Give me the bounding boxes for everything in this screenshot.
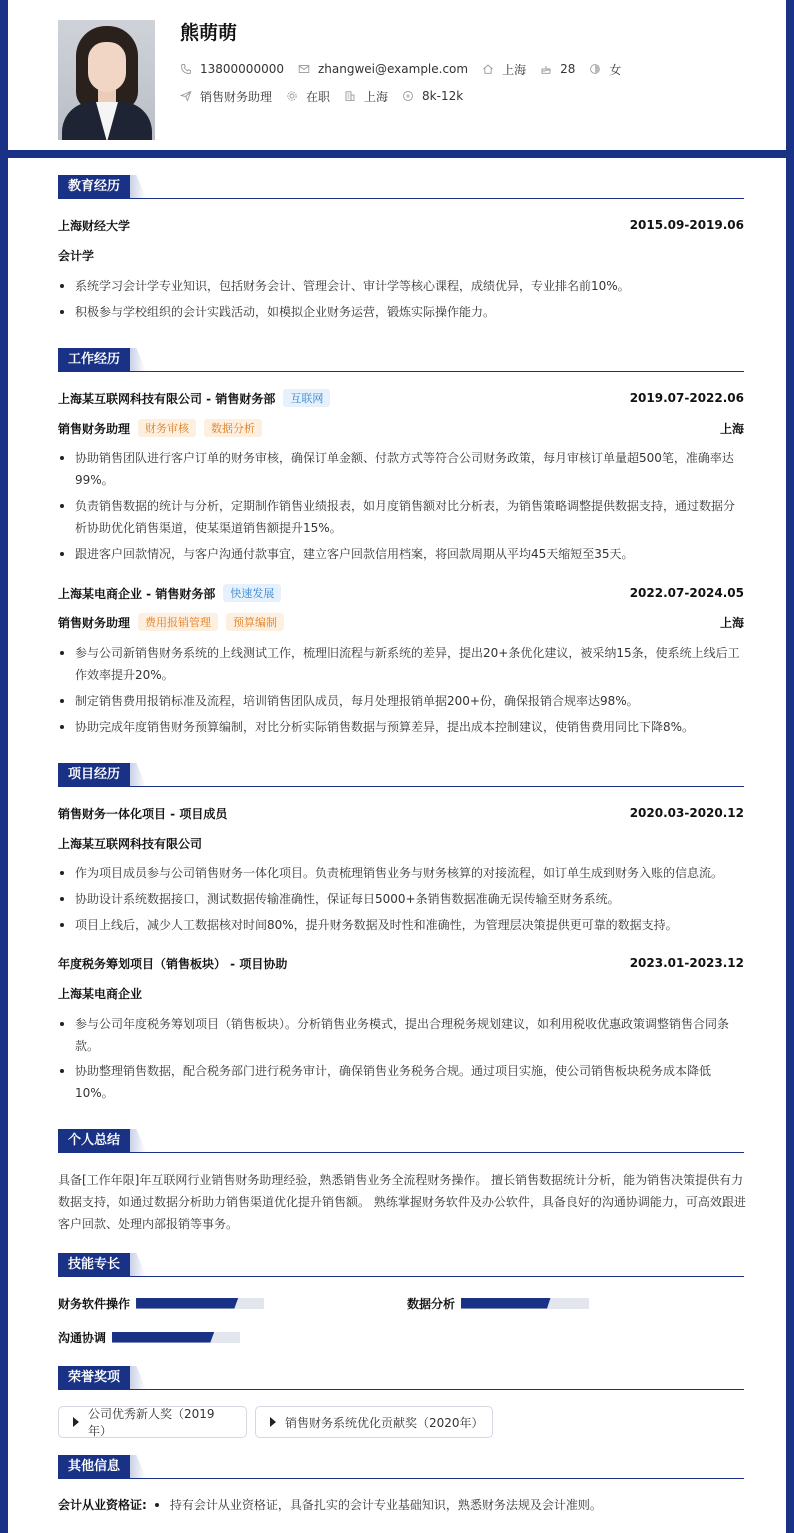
cake-icon	[540, 63, 552, 75]
salary-info	[402, 89, 463, 103]
list-item: 协助销售团队进行客户订单的财务审核，确保订单金额、付款方式等符合公司财务政策，每月审核订单量超500笔，准确率达99%。	[58, 447, 744, 491]
coin-icon	[402, 90, 414, 102]
section-title-projects: 项目经历	[58, 763, 130, 786]
company-tag: 互联网	[283, 389, 330, 407]
email-address: zhangwei@example.com	[317, 62, 469, 76]
bullet-dot	[155, 1503, 159, 1507]
job-intent-row	[180, 87, 477, 105]
position-value: 销售财务助理	[200, 89, 273, 104]
target-city-info	[344, 88, 388, 105]
section-projects	[58, 763, 744, 787]
section-other	[58, 1455, 744, 1479]
contact-row	[180, 60, 635, 78]
project-title: 年度税务筹划项目（销售板块） - 项目协助	[58, 956, 288, 971]
list-item: 项目上线后，减少人工数据核对时间80%，提升财务数据及时性和准确性，为管理层决策提供更可靠的数据支持。	[58, 914, 744, 936]
work-period: 2022.07-2024.05	[629, 586, 744, 600]
section-summary	[58, 1129, 744, 1153]
skill-bar-fill	[136, 1298, 238, 1309]
project-title: 销售财务一体化项目 - 项目成员	[58, 806, 228, 821]
skill-item	[58, 1329, 240, 1345]
award-label: 销售财务系统优化贡献奖（2020年）	[285, 1415, 484, 1430]
list-item: 制定销售费用报销标准及流程，培训销售团队成员，每月处理报销单据200+份，确保报销合规率达98%。	[58, 690, 744, 712]
target-city-value: 上海	[364, 89, 389, 104]
triangle-right-icon	[73, 1417, 79, 1427]
work-location: 上海	[719, 421, 744, 436]
gender-icon	[589, 63, 601, 75]
role-title: 销售财务助理	[58, 421, 131, 436]
other-info-item	[58, 1496, 602, 1513]
award-item	[255, 1406, 493, 1438]
phone-info	[180, 62, 284, 76]
skill-item	[58, 1295, 264, 1311]
salary-value: 8k-12k	[422, 89, 464, 103]
list-item: 参与公司新销售财务系统的上线测试工作，梳理旧流程与新系统的差异，提出20+条优化建议，被采纳15条，使系统上线后工作效率提升20%。	[58, 642, 744, 686]
education-header	[58, 216, 744, 234]
gear-icon	[286, 90, 298, 102]
gender-info	[589, 61, 621, 78]
section-title-other: 其他信息	[58, 1455, 130, 1478]
section-title-education: 教育经历	[58, 175, 130, 198]
other-info-key: 会计从业资格证:	[58, 1498, 147, 1512]
section-work	[58, 348, 744, 372]
other-info-value: 持有会计从业资格证，具备扎实的会计专业基础知识，熟悉财务法规及会计准则。	[169, 1498, 602, 1512]
email-info	[298, 62, 468, 76]
project-period: 2020.03-2020.12	[629, 806, 744, 820]
skill-label: 沟通协调	[58, 1330, 107, 1345]
company-title: 上海某电商企业 - 销售财务部	[58, 586, 216, 601]
status-info	[286, 88, 330, 105]
gender-value: 女	[609, 62, 622, 77]
project-org-row	[58, 834, 744, 852]
project-header	[58, 954, 744, 972]
work-location: 上海	[719, 615, 744, 630]
skill-label: 数据分析	[407, 1296, 456, 1311]
award-item	[58, 1406, 247, 1438]
building-icon	[344, 90, 356, 102]
list-item: 系统学习会计学专业知识，包括财务会计、管理会计、审计学等核心课程，成绩优异，专业排名前10%。	[58, 275, 744, 297]
age-value: 28	[560, 62, 576, 76]
role-tag: 数据分析	[204, 419, 262, 437]
school-name: 上海财经大学	[58, 218, 131, 233]
list-item: 协助设计系统数据接口，测试数据传输准确性，保证每日5000+条销售数据准确无误传输至财务系统。	[58, 888, 744, 910]
section-title-awards: 荣誉奖项	[58, 1366, 130, 1389]
list-item: 积极参与学校组织的会计实践活动，如模拟企业财务运营，锻炼实际操作能力。	[58, 301, 744, 323]
work-period: 2019.07-2022.06	[629, 391, 744, 405]
list-item: 协助完成年度销售财务预算编制，对比分析实际销售数据与预算差异，提出成本控制建议，使销售费用同比下降8%。	[58, 716, 744, 738]
list-item: 协助整理销售数据，配合税务部门进行税务审计，确保销售业务税务合规。通过项目实施，使公司销售板块税务成本降低10%。	[58, 1060, 744, 1104]
project-org: 上海某电商企业	[58, 986, 143, 1001]
list-item: 负责销售数据的统计与分析，定期制作销售业绩报表，如月度销售额对比分析表，为销售策略调整提供数据支持，通过数据分析协助优化销售渠道，使某渠道销售额提升15%。	[58, 495, 744, 539]
phone-icon	[180, 63, 192, 75]
section-education	[58, 175, 744, 199]
company-name	[58, 584, 281, 602]
position-info	[180, 88, 272, 105]
section-title-work: 工作经历	[58, 348, 130, 371]
project-header	[58, 804, 744, 822]
skill-label: 财务软件操作	[58, 1296, 131, 1311]
company-tag: 快速发展	[223, 584, 281, 602]
city-value: 上海	[502, 62, 527, 77]
skill-bar-fill	[112, 1332, 214, 1343]
triangle-right-icon	[270, 1417, 276, 1427]
skill-item	[407, 1295, 589, 1311]
work-header	[58, 389, 744, 407]
avatar	[58, 20, 155, 140]
role-name	[58, 613, 284, 631]
list-item: 跟进客户回款情况，与客户沟通付款事宜，建立客户回款信用档案，将回款周期从平均45天缩短至35天。	[58, 543, 744, 565]
age-info	[540, 62, 575, 76]
section-awards	[58, 1366, 744, 1390]
work-role-row	[58, 419, 744, 437]
summary-text: 具备[工作年限]年互联网行业销售财务助理经验，熟悉销售业务全流程财务操作。 擅长销售数据统计分析，能为销售决策提供有力数据支持，如通过数据分析助力销售渠道优化提升销售额。 熟练掌握财务软件及办公软件，具备良好的沟通协调能力，可高效跟进客户回款、处理内部报销等事务。	[58, 1173, 746, 1231]
role-name	[58, 419, 262, 437]
award-label: 公司优秀新人奖（2019年）	[88, 1407, 215, 1438]
work-header	[58, 584, 744, 602]
education-major-row	[58, 246, 744, 264]
section-title-summary: 个人总结	[58, 1129, 130, 1152]
project-org-row	[58, 984, 744, 1002]
skill-bar	[136, 1298, 264, 1309]
candidate-name: 熊萌萌	[180, 22, 238, 44]
section-title-skills: 技能专长	[58, 1253, 130, 1276]
project-org: 上海某互联网科技有限公司	[58, 836, 203, 851]
skill-bar	[461, 1298, 589, 1309]
company-name	[58, 389, 330, 407]
education-period: 2015.09-2019.06	[629, 218, 744, 232]
mail-icon	[298, 63, 310, 75]
skill-bar	[112, 1332, 240, 1343]
list-item: 作为项目成员参与公司销售财务一体化项目。负责梳理销售业务与财务核算的对接流程，如订单生成到财务入账的信息流。	[58, 862, 744, 884]
major-name: 会计学	[58, 248, 95, 263]
role-tag: 预算编制	[226, 613, 284, 631]
role-tag: 财务审核	[138, 419, 196, 437]
section-skills	[58, 1253, 744, 1277]
city-info	[482, 61, 526, 78]
role-tag: 费用报销管理	[138, 613, 218, 631]
work-role-row	[58, 613, 744, 631]
skill-bar-fill	[461, 1298, 551, 1309]
home-icon	[482, 63, 494, 75]
company-title: 上海某互联网科技有限公司 - 销售财务部	[58, 391, 276, 406]
phone-number: 13800000000	[200, 62, 284, 76]
project-period: 2023.01-2023.12	[629, 956, 744, 970]
resume-header	[8, 0, 786, 158]
status-value: 在职	[306, 89, 331, 104]
role-title: 销售财务助理	[58, 615, 131, 630]
send-icon	[180, 90, 192, 102]
list-item: 参与公司年度税务筹划项目（销售板块）。分析销售业务模式，提出合理税务规划建议，如利用税收优惠政策调整销售合同条款。	[58, 1013, 744, 1057]
